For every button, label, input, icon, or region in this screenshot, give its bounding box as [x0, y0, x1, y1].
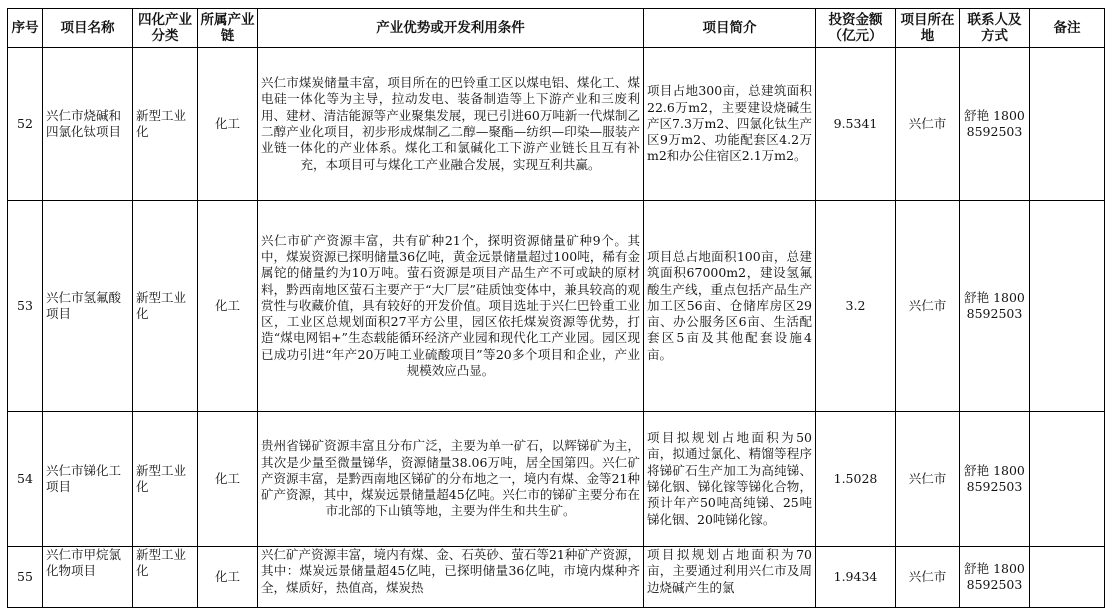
table-row [8, 201, 1105, 412]
cell-seq: 55 [8, 547, 43, 608]
cell-chain: 化工 [198, 201, 258, 412]
header-investment: 投资金额（亿元） [816, 9, 896, 48]
header-category: 四化产业分类 [133, 9, 198, 48]
cell-intro: 项目拟规划占地面积为50亩，拟通过氯化、精馏等程序将锑矿石生产加工为高纯锑、锑化铟、锑化镓等锑化合物，预计年产50吨高纯锑、25吨锑化铟、20吨锑化镓。 [644, 412, 816, 547]
cell-location: 兴仁市 [896, 412, 960, 547]
cell-investment: 1.5028 [816, 412, 896, 547]
cell-advantages: 贵州省锑矿资源丰富且分布广泛，主要为单一矿石，以辉锑矿为主，其次是少量至微量锑华，资源储量38.06万吨，居全国第四。兴仁矿产资源丰富，是黔西南地区锑矿的分布地之一，境内有煤、金等21种矿产资源，其中，煤炭远景储量超45亿吨。兴仁市的锑矿主要分布在市北部的下山镇等地，主要为伴生和共生矿。 [258, 412, 644, 547]
cell-seq: 52 [8, 48, 43, 201]
table-row [8, 412, 1105, 547]
table-row [8, 547, 1105, 608]
header-row [8, 9, 1105, 48]
cell-name: 兴仁市甲烷氯化物项目 [43, 547, 133, 608]
header-intro: 项目简介 [644, 9, 816, 48]
cell-remarks [1030, 412, 1105, 547]
cell-remarks [1030, 201, 1105, 412]
cell-seq: 53 [8, 201, 43, 412]
header-chain: 所属产业链 [198, 9, 258, 48]
cell-contact: 舒艳 18008592503 [960, 547, 1030, 608]
cell-name: 兴仁市锑化工项目 [43, 412, 133, 547]
cell-remarks [1030, 547, 1105, 608]
cell-intro [644, 547, 816, 608]
header-contact: 联系人及方式 [960, 9, 1030, 48]
cell-investment: 9.5341 [816, 48, 896, 201]
cell-advantages [258, 547, 644, 608]
cell-intro: 项目占地300亩，总建筑面积22.6万m2，主要建设烧碱生产区7.3万m2、四氯化钛生产区9万m2、功能配套区4.2万m2和办公住宿区2.1万m2。 [644, 48, 816, 201]
cell-location: 兴仁市 [896, 48, 960, 201]
cell-contact: 舒艳 18008592503 [960, 48, 1030, 201]
cell-category: 新型工业化 [133, 547, 198, 608]
cell-chain: 化工 [198, 412, 258, 547]
cell-location: 兴仁市 [896, 547, 960, 608]
cell-advantages: 兴仁市煤炭储量丰富，项目所在的巴铃重工区以煤电铝、煤化工、煤电硅一体化等为主导，拉动发电、装备制造等上下游产业和三废利用、建材、清洁能源等产业聚集发展，现已引进60万吨新一代煤制乙二醇产业化项目，初步形成煤制乙二醇—聚酯—纺织—印染—服装产业链一体化的产业体系。煤化工和氯碱化工下游产业链长且互有补充，本项目可与煤化工产业融合发展，实现互利共赢。 [258, 48, 644, 201]
header-advantages: 产业优势或开发利用条件 [258, 9, 644, 48]
project-table [7, 8, 1105, 608]
cell-location: 兴仁市 [896, 201, 960, 412]
cell-investment: 1.9434 [816, 547, 896, 608]
cell-intro: 项目总占地面积100亩，总建筑面积67000m2，建设氢氟酸生产线，重点包括产品生产加工区56亩、仓储库房区29亩、办公服务区6亩、生活配套区5亩及其他配套设施4亩。 [644, 201, 816, 412]
header-remarks: 备注 [1030, 9, 1105, 48]
cell-contact: 舒艳 18008592503 [960, 412, 1030, 547]
cell-remarks [1030, 48, 1105, 201]
table-row [8, 48, 1105, 201]
cell-name: 兴仁市烧碱和四氯化钛项目 [43, 48, 133, 201]
cell-seq: 54 [8, 412, 43, 547]
cell-chain: 化工 [198, 547, 258, 608]
cell-category: 新型工业化 [133, 412, 198, 547]
cell-category: 新型工业化 [133, 48, 198, 201]
cell-name: 兴仁市氢氟酸项目 [43, 201, 133, 412]
cell-chain: 化工 [198, 48, 258, 201]
header-seq: 序号 [8, 9, 43, 48]
advantages-text: 兴仁矿产资源丰富，境内有煤、金、石英砂、萤石等21种矿产资源，其中：煤炭远景储量超45亿吨，已探明储量36亿吨，市境内煤种齐全，煤质好，热值高，煤炭热 [261, 547, 640, 595]
intro-text: 项目拟规划占地面积为70亩，主要通过利用兴仁市及周边烧碱产生的氯 [647, 547, 812, 595]
cell-contact: 舒艳 18008592503 [960, 201, 1030, 412]
header-location: 项目所在地 [896, 9, 960, 48]
header-name: 项目名称 [43, 9, 133, 48]
cell-category: 新型工业化 [133, 201, 198, 412]
cell-investment: 3.2 [816, 201, 896, 412]
cell-advantages: 兴仁市矿产资源丰富，共有矿种21个，探明资源储量矿种9个。其中，煤炭资源已探明储量36亿吨，黄金远景储量超过100吨，稀有金属铊的储量约为10万吨。萤石资源是项目产品生产不可或缺的原材料，黔西南地区萤石主要产于“大厂层”硅质蚀变体中，兼具较高的观赏性与收藏价值，具有较好的开发价值。项目选址于兴仁巴铃重工业区，工业区总规划面积27平方公里，园区依托煤炭资源等优势，打造“煤电网铝+”生态载能循环经济产业园和现代化工产业园。园区现已成功引进“年产20万吨工业硫酸项目”等20多个项目和企业，产业规模效应凸显。 [258, 201, 644, 412]
